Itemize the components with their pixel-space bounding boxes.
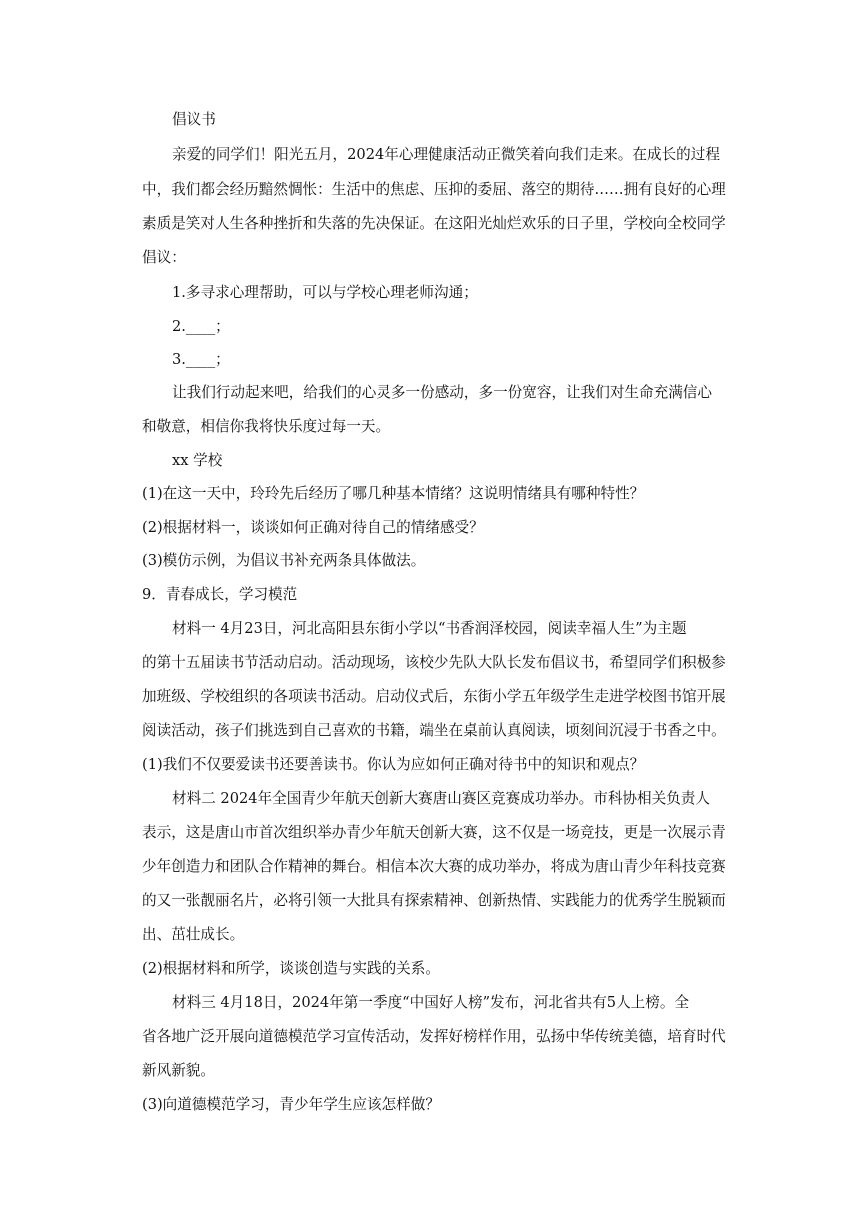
question-9-3: (3)向道德模范学习，青少年学生应该怎样做？ [142,1096,440,1113]
proposal-signature: xx 学校 [172,452,223,469]
question-9-2: (2)根据材料和所学，谈谈创造与实践的关系。 [142,960,440,977]
material-two-line: 表示，这是唐山市首次组织举办青少年航天创新大赛，这不仅是一场竞技，更是一次展示青 [142,824,726,841]
proposal-body-line: 中，我们都会经历黯然惆怅：生活中的焦虑、压抑的委屈、落空的期待……拥有良好的心理 [142,181,726,198]
material-three-line: 省各地广泛开展向道德模范学习宣传活动，发挥好榜样作用，弘扬中华传统美德，培育时代 [142,1028,726,1045]
proposal-item: 1.多寻求心理帮助，可以与学校心理老师沟通； [172,284,478,301]
question-line: (2)根据材料一，谈谈如何正确对待自己的情绪感受？ [142,519,484,536]
material-one-line: 加班级、学校组织的各项读书活动。启动仪式后，东街小学五年级学生走进学校图书馆开展 [142,688,726,705]
proposal-closing-line: 让我们行动起来吧，给我们的心灵多一份感动，多一份宽容，让我们对生命充满信心 [172,384,712,401]
proposal-body-line: 素质是笑对人生各种挫折和失落的先决保证。在这阳光灿烂欢乐的日子里，学校向全校同学 [142,215,726,232]
material-three-line: 新风新貌。 [142,1062,215,1079]
proposal-title: 倡议书 [172,111,216,128]
material-one-line: 的第十五届读书节活动启动。活动现场，该校少先队大队长发布倡议书，希望同学们积极参 [142,654,726,671]
material-three-line: 材料三 4月18日，2024年第一季度“中国好人榜”发布，河北省共有5人上榜。全 [172,994,690,1011]
proposal-item: 3.____； [172,351,230,368]
material-two-line: 的又一张靓丽名片，必将引领一大批具有探索精神、创新热情、实践能力的优秀学生脱颖而 [142,892,726,909]
material-two-line: 少年创造力和团队合作精神的舞台。相信本次大赛的成功举办，将成为唐山青少年科技竞赛 [142,858,726,875]
question-9-1: (1)我们不仅要爱读书还要善读书。你认为应如何正确对待书中的知识和观点？ [142,756,645,773]
material-two-line: 出、茁壮成长。 [142,926,245,943]
proposal-item: 2.____； [172,318,230,335]
question-9-title: 9．青春成长，学习模范 [142,586,298,603]
question-line: (3)模仿示例，为倡议书补充两条具体做法。 [142,552,426,569]
material-one-line: 材料一 4月23日，河北高阳县东街小学以“书香润泽校园，阅读幸福人生”为主题 [172,620,687,637]
material-two-line: 材料二 2024年全国青少年航天创新大赛唐山赛区竞赛成功举办。市科协相关负责人 [172,790,710,807]
proposal-closing-line: 和敬意，相信你我将快乐度过每一天。 [142,418,391,435]
proposal-body-line: 亲爱的同学们！阳光五月，2024年心理健康活动正微笑着向我们走来。在成长的过程 [172,146,720,163]
question-line: (1)在这一天中，玲玲先后经历了哪几种基本情绪？这说明情绪具有哪种特性？ [142,485,645,502]
material-one-line: 阅读活动，孩子们挑选到自己喜欢的书籍，端坐在桌前认真阅读，顷刻间沉浸于书香之中。 [142,722,726,739]
proposal-body-line: 倡议： [142,249,186,266]
